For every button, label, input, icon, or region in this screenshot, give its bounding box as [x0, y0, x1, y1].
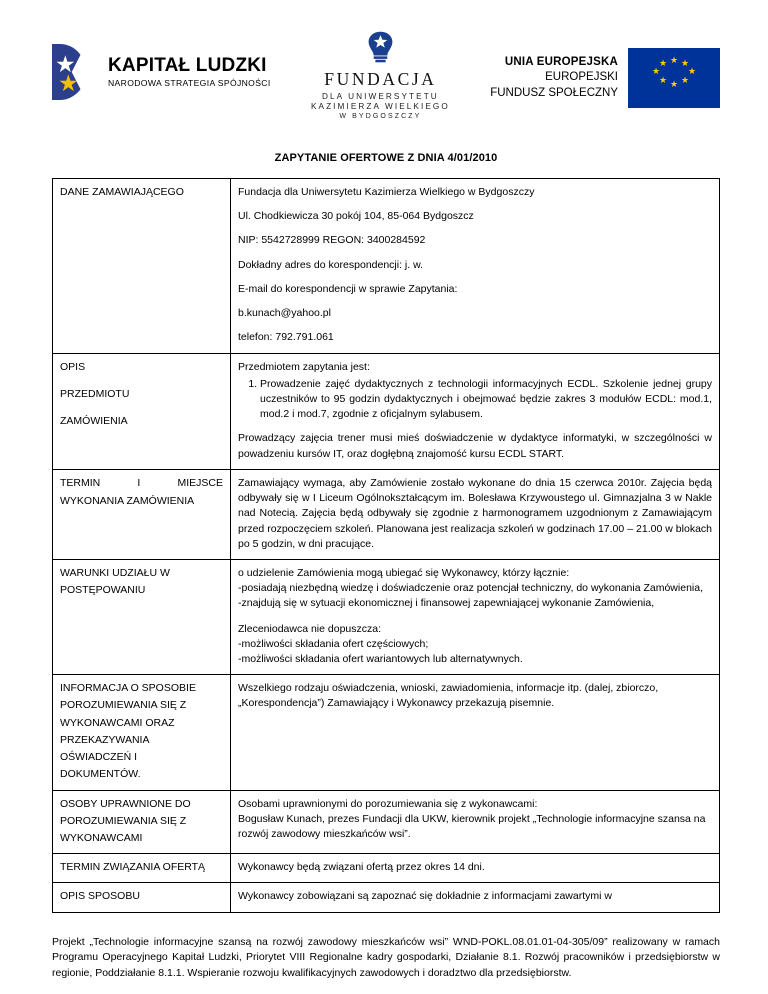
fundacja-logo — [285, 26, 475, 120]
osoby-p1: Osobami uprawnionymi do porozumiewania się z wykonawcami: — [238, 797, 538, 810]
page-title: ZAPYTANIE OFERTOWE Z DNIA 4/01/2010 — [274, 152, 498, 164]
row-label-dane-zamawiajacego — [53, 179, 231, 354]
row-label-text-1: OPIS — [60, 360, 86, 373]
unia-europejska-logo — [490, 26, 720, 108]
row-label-text-miejsce: MIEJSCE — [177, 476, 223, 489]
row-label-text-3: ZAMÓWIENIA — [60, 414, 128, 427]
row-label-text-3: WYKONAWCAMI — [60, 832, 143, 844]
fundacja-crest-icon — [355, 30, 406, 64]
row-label-text-2: PRZEDMIOTU — [60, 387, 130, 400]
warunki-p1: o udzielenie Zamówienia mogą ubiegać się Wykonawcy, którzy łącznie: — [238, 566, 570, 579]
unia-line3: FUNDUSZ SPOŁECZNY — [490, 86, 618, 99]
row-label-text-2: POROZUMIEWANIA SIĘ Z — [60, 814, 187, 827]
warunki-p4: Zleceniodawca nie dopuszcza: — [238, 622, 382, 635]
row-label-text-termin: TERMIN — [60, 476, 101, 489]
eu-flag-icon: ★ ★ ★ ★ ★ ★ ★ ★ — [628, 48, 720, 108]
osoby-p2: Bogusław Kunach, prezes Fundacji dla UKW, kierownik projekt „Technologie informacyjne szansa na rozwój zawodowy mieszkańców wsi”. — [238, 812, 706, 840]
row-label-text-i: I — [137, 476, 141, 489]
row-content-termin-zwiazania — [231, 854, 720, 883]
row-content-informacja-sposob — [231, 675, 720, 790]
row-label-text-3: WYKONAWCAMI ORAZ — [60, 716, 175, 729]
dane-line-1: Ul. Chodkiewicza 30 pokój 104, 85-064 Bydgoszcz — [238, 210, 474, 223]
row-label-text-6: DOKUMENTÓW. — [60, 768, 141, 781]
termin-zwiazania-text: Wykonawcy będą związani ofertą przez okres 14 dni. — [238, 861, 485, 874]
table-row-informacja-sposob — [53, 675, 720, 790]
row-content-dane-zamawiajacego — [231, 179, 720, 354]
row-label-warunki-udzialu — [53, 559, 231, 674]
row-label-text-wykonania: WYKONANIA ZAMÓWIENIA — [60, 495, 195, 508]
table-row-dane-zamawiajacego — [53, 179, 720, 354]
kapital-ludzki-title: KAPITAŁ LUDZKI — [108, 54, 267, 76]
list-item: 1. Prowadzenie zajęć dydaktycznych z technologii informacyjnych ECDL. Szkolenie jednej grupy uczestników to 95 godzin dydaktycznych i obejmować będzie zakres 3 modułów ECDL: mod.1, mod.2 i mod.7, zgodnie z oficjalnym sylabusem. — [260, 377, 712, 423]
row-content-termin-miejsce — [231, 469, 720, 559]
kapital-ludzki-subtitle: NARODOWA STRATEGIA SPÓJNOŚCI — [108, 78, 271, 89]
table-row-opis-sposobu — [53, 883, 720, 912]
fundacja-line3: KAZIMIERZA WIELKIEGO — [310, 101, 450, 111]
dane-telefon: telefon: 792.791.061 — [238, 331, 334, 344]
table-row-opis-przedmiotu — [53, 353, 720, 469]
row-label-text: OPIS SPOSOBU — [60, 890, 140, 903]
offer-inquiry-table — [52, 178, 720, 913]
table-row-osoby-uprawnione — [53, 790, 720, 854]
warunki-p2: -posiadają niezbędną wiedzę i doświadczenie oraz potencjał techniczny, do wykonania Zamówienia, — [238, 582, 703, 595]
informacja-text: Wszelkiego rodzaju oświadczenia, wnioski, zawiadomienia, informacje itp. (dalej, zbiorczo, „Korespondencja”) Zamawiający i Wykonawcy przekazują pisemnie. — [238, 682, 659, 710]
row-content-opis-przedmiotu — [231, 353, 720, 469]
row-label-opis-sposobu — [53, 883, 231, 912]
row-label-text-1: INFORMACJA O SPOSOBIE — [60, 682, 196, 695]
dane-line-3: Dokładny adres do korespondencji: j. w. — [238, 258, 424, 271]
row-content-osoby-uprawnione — [231, 790, 720, 854]
opis-note: Prowadzący zajęcia trener musi mieś doświadczenie w dydaktyce informatyki, w szczególności w powadzeniu kursów IT, oraz dogłębną znajomość kursu ECDL START. — [238, 432, 712, 460]
dane-email: b.kunach@yahoo.pl — [238, 307, 331, 320]
warunki-p5: -możliwości składania ofert częściowych; — [238, 637, 429, 650]
unia-line1: UNIA EUROPEJSKA — [504, 55, 618, 68]
row-content-opis-sposobu — [231, 883, 720, 912]
row-label-text-4: PRZEKAZYWANIA — [60, 733, 150, 746]
warunki-p6: -możliwości składania ofert wariantowych lub alternatywnych. — [238, 653, 523, 666]
dane-line-4: E-mail do korespondencji w sprawie Zapytania: — [238, 282, 458, 295]
kapital-ludzki-logo — [52, 26, 271, 100]
row-label-text-2: POSTĘPOWANIU — [60, 584, 146, 597]
fundacja-line2: DLA UNIWERSYTETU — [321, 91, 439, 101]
dane-line-0: Fundacja dla Uniwersytetu Kazimierza Wielkiego w Bydgoszczy — [238, 186, 535, 198]
termin-text: Zamawiający wymaga, aby Zamówienie zostało wykonane do dnia 15 czerwca 2010r. Zajęcia będą odbywały się w I Liceum Ogólnokształcącym im. Bolesława Krzywoustego ul. Gimnazjalna 3 w Nakle nad Notecią. Zajęcia będą odbywały się zgodnie z harmonogramem uzgodnionym z Zamawiającym przed rozpoczęciem szkoleń. Planowana jest realizacja szkoleń w godzinach 17.00 – 21.00 w blokach po 5 godzin, w dni pracujące. — [238, 476, 712, 550]
row-label-text-2: POROZUMIEWANIA SIĘ Z — [60, 699, 187, 712]
table-row-warunki-udzialu — [53, 559, 720, 674]
row-label-opis-przedmiotu — [53, 353, 231, 469]
document-header — [52, 26, 720, 122]
opis-sposobu-text: Wykonawcy zobowiązani są zapoznać się dokładnie z informacjami zawartymi w — [238, 890, 612, 903]
fundacja-name: FUNDACJA — [324, 69, 437, 89]
row-label-text: TERMIN ZWIĄZANIA OFERTĄ — [60, 861, 206, 874]
row-content-warunki-udzialu — [231, 559, 720, 674]
row-label-informacja-sposob — [53, 675, 231, 790]
row-label-osoby-uprawnione — [53, 790, 231, 854]
warunki-p3: -znajdują się w sytuacji ekonomicznej i finansowej zapewniającej wykonanie Zamówienia, — [238, 597, 655, 610]
row-label-text-1: WARUNKI UDZIAŁU W — [60, 566, 170, 579]
row-label-termin-miejsce — [53, 469, 231, 559]
row-label-text: DANE ZAMAWIAJĄCEGO — [60, 186, 184, 198]
unia-line2: EUROPEJSKI — [545, 71, 618, 84]
opis-item-list — [238, 377, 712, 423]
fundacja-line4: W BYDGOSZCZY — [339, 112, 422, 120]
table-row-termin-zwiazania — [53, 854, 720, 883]
row-label-text-1: OSOBY UPRAWNIONE DO — [60, 797, 191, 810]
dane-line-2: NIP: 5542728999 REGON: 3400284592 — [238, 234, 426, 247]
row-label-text-5: OŚWIADCZEŃ I — [60, 751, 138, 764]
row-label-termin-zwiazania — [53, 854, 231, 883]
kapital-ludzki-star-icon: ★ ★ — [52, 44, 98, 100]
opis-intro: Przedmiotem zapytania jest: — [238, 360, 370, 373]
page-footer: Projekt „Technologie informacyjne szansą na rozwój zawodowy mieszkańców wsi” WND-POKL.08.01.01-04-305/09” realizowany w ramach Programu Operacyjnego Kapitał Ludzki, Priorytet VIII Regionalne kadry gospodarki, Działanie 8.1. Rozwój pracowników i przedsiębiorstw w regionie, Poddziałanie 8.1.1. Wspieranie rozwoju kwalifikacyjnych zawodowych i doradztwo dla przedsiębiorstw. — [52, 935, 720, 980]
table-row-termin-miejsce — [53, 469, 720, 559]
row-label-line-1 — [60, 476, 223, 491]
